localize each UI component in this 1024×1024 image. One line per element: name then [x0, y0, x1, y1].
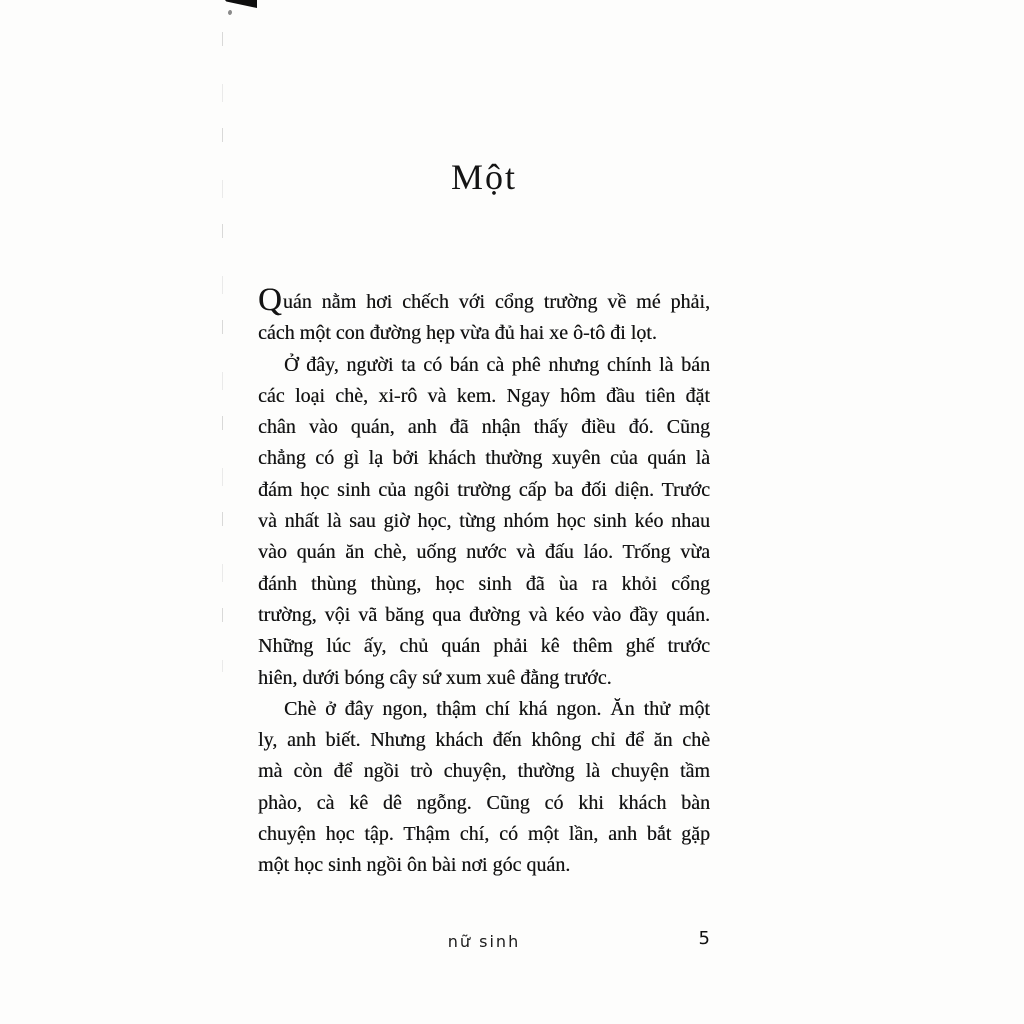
raised-initial-letter: Q — [258, 287, 283, 318]
text-line: các loại chè, xi-rô và kem. Ngay hôm đầu tiên đặt — [258, 384, 710, 407]
page-number: 5 — [698, 928, 710, 949]
text-line: phào, cà kê dê ngỗng. Cũng có khi khách bàn — [258, 791, 710, 814]
paragraph — [258, 287, 710, 350]
paragraph — [258, 694, 710, 882]
text-line: chẳng có gì lạ bởi khách thường xuyên của quán là — [258, 447, 710, 470]
text-line: Chè ở đây ngon, thậm chí khá ngon. Ăn thử một — [284, 697, 710, 720]
text-line: Ở đây, người ta có bán cà phê nhưng chính là bán — [284, 353, 710, 376]
ink-speck-artifact — [228, 10, 233, 16]
text-line: chân vào quán, anh đã nhận thấy điều đó. Cũng — [258, 416, 710, 439]
text-line: một học sinh ngồi ôn bài nơi góc quán. — [258, 854, 571, 877]
scan-edge-line-artifact — [222, 32, 223, 672]
chapter-title: Một — [450, 157, 517, 197]
text-line: cách một con đường hẹp vừa đủ hai xe ô-tô đi lọt. — [258, 322, 657, 345]
text-line: Quán nằm hơi chếch với cổng trường về mé phải, — [258, 287, 710, 318]
text-line: đánh thùng thùng, học sinh đã ùa ra khỏi cổng — [258, 572, 710, 595]
text-line: trường, vội vã băng qua đường và kéo vào đầy quán. — [258, 603, 710, 626]
body-text — [258, 287, 710, 882]
text-line: hiên, dưới bóng cây sứ xum xuê đằng trước. — [258, 666, 612, 689]
text-line: đám học sinh của ngôi trường cấp ba đối diện. Trước — [258, 478, 710, 501]
page-footer — [258, 928, 710, 956]
scan-corner-artifact — [225, 0, 257, 8]
text-line: vào quán ăn chè, uống nước và đấu láo. Trống vừa — [258, 541, 710, 564]
running-title: nữ sinh — [447, 932, 521, 951]
text-line: Những lúc ấy, chủ quán phải kê thêm ghế trước — [258, 635, 710, 658]
paragraph — [258, 350, 710, 694]
text-line: chuyện học tập. Thậm chí, có một lần, anh bắt gặp — [258, 823, 710, 846]
text-line: ly, anh biết. Nhưng khách đến không chỉ để ăn chè — [258, 729, 710, 752]
text-line: và nhất là sau giờ học, từng nhóm học sinh kéo nhau — [258, 510, 710, 533]
text-line: mà còn để ngồi trò chuyện, thường là chuyện tầm — [258, 760, 710, 783]
